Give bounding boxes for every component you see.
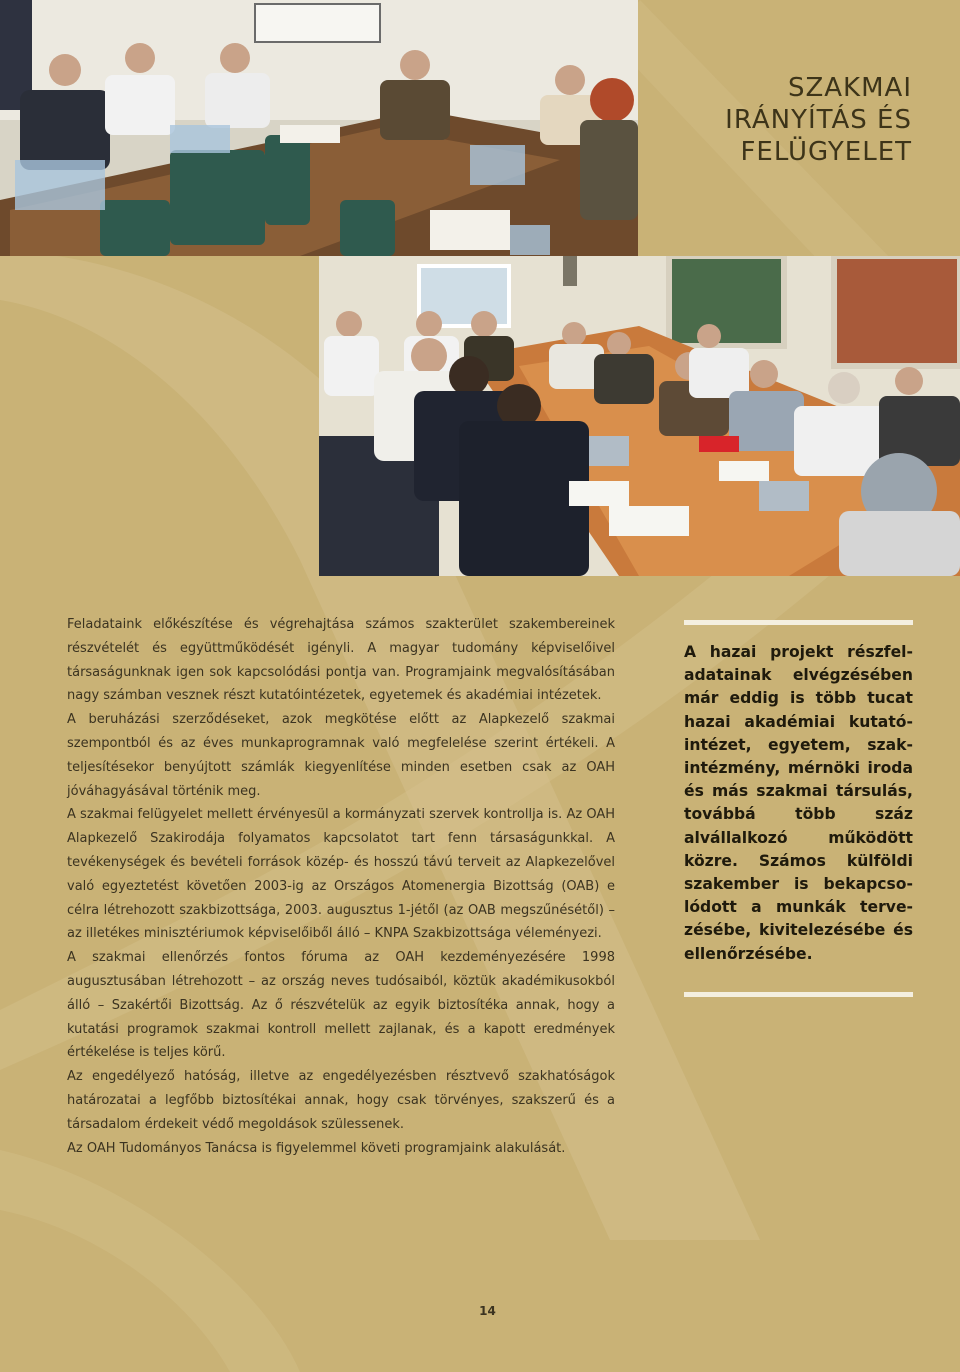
section-title — [725, 72, 912, 168]
pull-quote-bottom-rule — [684, 992, 913, 997]
body-paragraph: Az OAH Tudományos Tanácsa is figyelemmel követi programjaink alakulását. — [67, 1140, 566, 1156]
body-paragraph: A szakmai felügyelet mellett érvényesül a kormányzati szervek kontrollja is. Az OAH Alapkezelő Szakirodája folyamatos kapcsolatot tart fenn társaságunkkal. A tevékenységek és bevételi források közép- és hosszú távú terveit az Alapkezelővel való egyeztetést követően 2003-ig az Országos Atomenergia Bizottság (OAB) e célra létrehozott szakbizottsága, 2003. augusztus 1-jétől (az OAB megszűnésétől) – az illetékes minisztériumok képviselőiből álló – KNPA Szakbizottsága véleményezi. — [67, 807, 615, 942]
section-title-line-1: SZAKMAI — [787, 73, 912, 103]
body-paragraph: A szakmai ellenőrzés fontos fóruma az OAH kezdeményezésére 1998 augusztusában létrehozott – az ország neves tudósaiból, köztük akadémikusokból álló – Szakértői Bizottság. Az ő részvételük az egyik biztosítéka annak, hogy a kutatási programok szakmai kontroll mellett zajlanak, és a kapott eredmények értékelése is teljes körű. — [67, 950, 615, 1061]
section-title-line-3: FELÜGYELET — [740, 137, 912, 167]
body-text — [67, 613, 615, 1160]
body-paragraph: Feladataink előkészítése és végrehajtása számos szakterület szakembereinek részvételét és együttműködését igényli. A magyar tudomány képviselőivel társaságunknak igen sok kapcsolódási pontja van. Programjaink megvalósításában nagy számban vesznek részt kutatóintézetek, egyetemek és akadémiai intézetek. — [67, 617, 615, 704]
meeting-photo-top — [0, 0, 638, 256]
body-paragraph: A beruházási szerződéseket, azok megkötése előtt az Alapkezelő szakmai szempontból és az éves munkaprogramnak való megfelelése szerint értékeli. A teljesítésekor benyújtott számlák kiegyenlítése minden esetben csak az OAH jóváhagyásával történik meg. — [67, 712, 615, 799]
pull-quote-top-rule — [684, 620, 913, 625]
section-title-line-2: IRÁNYÍTÁS ÉS — [725, 105, 912, 135]
pull-quote: A hazai projekt részfeladatainak elvégzésében már eddig is több tucat hazai akadémiai kutatóintézet, egyetem, szakintézmény, mérnöki iroda és más szakmai társulás, továbbá több száz alvállalkozó működött közre. Számos külföldi szakember is bekapcsolódott a munkák tervezésébe, kivitelezésébe és ellenőrzésébe. — [684, 643, 913, 963]
meeting-photo-bottom — [319, 256, 960, 576]
body-paragraph: Az engedélyező hatóság, illetve az engedélyezésben résztvevő szakhatóságok határozatai a legfőbb biztosítékai annak, hogy csak törvényes, szakszerű és a társadalom érdekeit védő megoldások szülessenek. — [67, 1069, 615, 1132]
page-number: 14 — [479, 1304, 496, 1318]
